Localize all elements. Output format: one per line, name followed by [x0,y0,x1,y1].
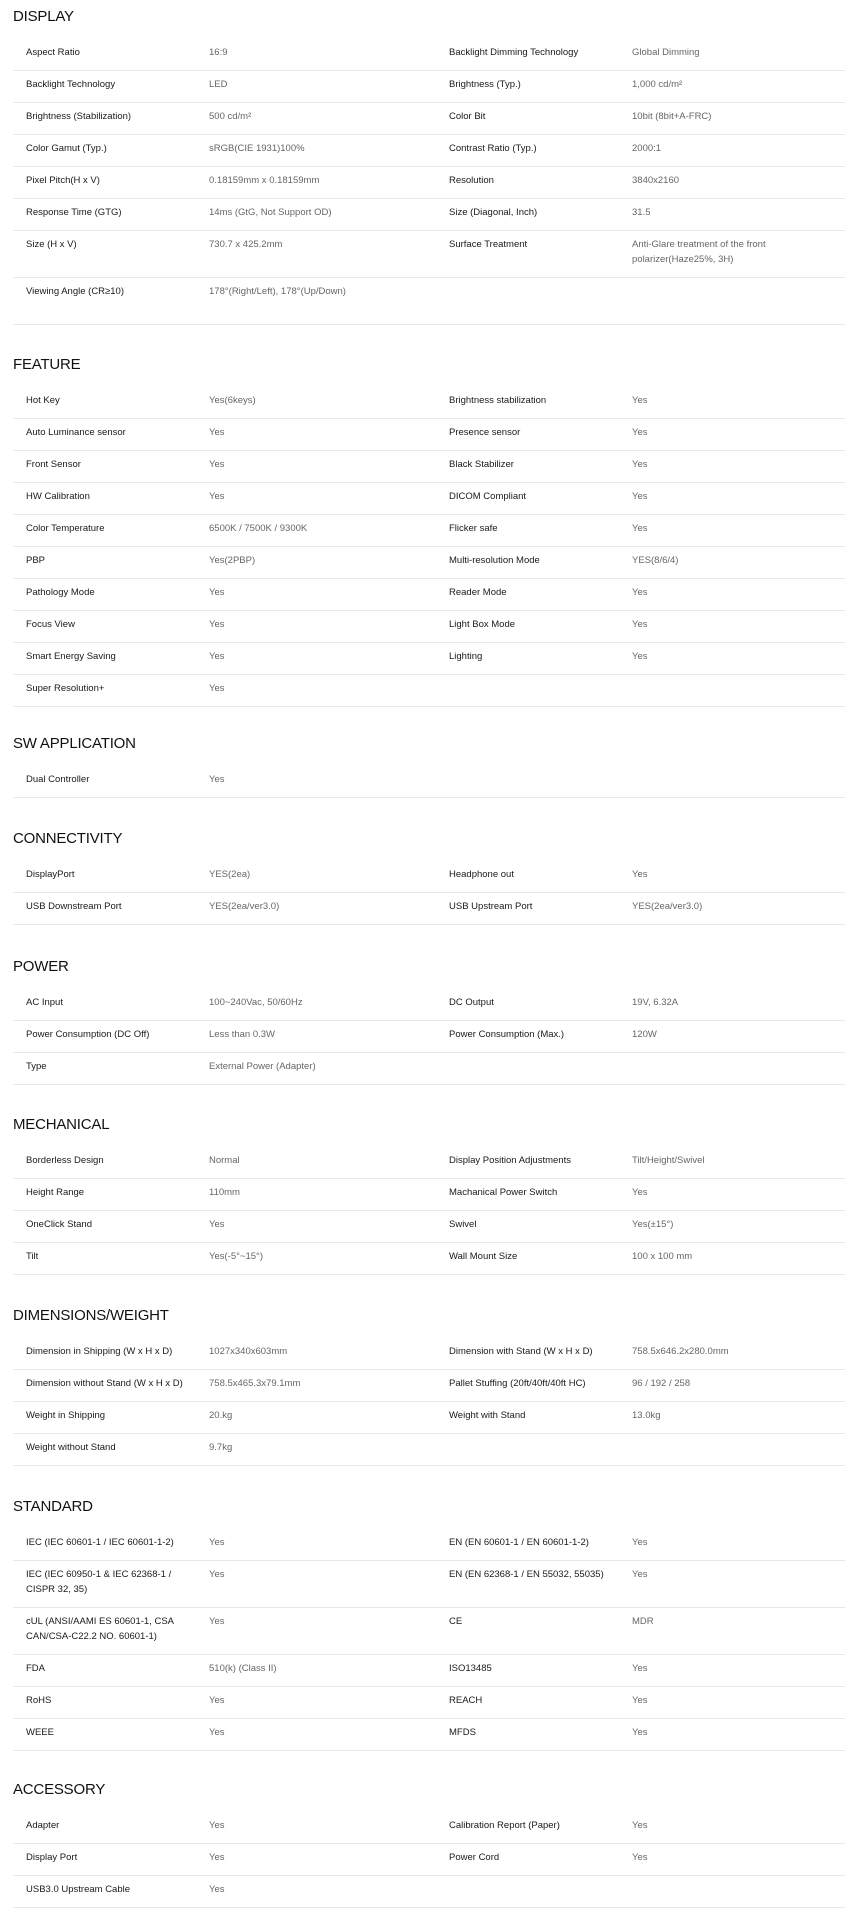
spec-label: RoHS [26,1695,52,1706]
spec-label: Backlight Technology [26,79,116,90]
spec-label: USB Upstream Port [449,901,533,912]
spec-value: Global Dimming [632,47,700,58]
spec-value: Yes [632,1537,648,1548]
spec-value: Tilt/Height/Swivel [632,1155,705,1166]
spec-label: Color Bit [449,111,486,122]
spec-label: Pixel Pitch(H x V) [26,175,100,186]
spec-value: Yes [209,1569,225,1580]
spec-label: Focus View [26,619,75,630]
spec-label: USB Downstream Port [26,901,122,912]
spec-label: Lighting [449,651,483,662]
spec-label: Light Box Mode [449,619,516,630]
spec-row [13,579,845,611]
spec-row [13,278,845,325]
spec-value: Yes [209,1537,225,1548]
spec-row [13,1876,845,1908]
spec-label: Brightness stabilization [449,395,547,406]
spec-row [13,71,845,103]
spec-value: Yes [209,619,225,630]
spec-label: Pallet Stuffing (20ft/40ft/40ft HC) [449,1378,586,1389]
section-title: STANDARD [13,1498,93,1515]
spec-row [13,1812,845,1844]
spec-value: Yes [632,459,648,470]
spec-value: Yes(±15°) [632,1219,674,1230]
spec-row [13,989,845,1021]
spec-label: Machanical Power Switch [449,1187,558,1198]
spec-label: PBP [26,555,46,566]
spec-label: Brightness (Stabilization) [26,111,132,122]
spec-value: External Power (Adapter) [209,1061,316,1072]
spec-label: Power Consumption (DC Off) [26,1029,150,1040]
spec-label: OneClick Stand [26,1219,93,1230]
spec-label: Tilt [26,1251,39,1262]
spec-label: CE [449,1616,463,1627]
spec-label: Response Time (GTG) [26,207,122,218]
spec-value: Yes [632,1187,648,1198]
spec-label: WEEE [26,1727,54,1738]
spec-value: YES(8/6/4) [632,555,679,566]
spec-value: 100~240Vac, 50/60Hz [209,997,303,1008]
spec-value: 2000:1 [632,143,662,154]
spec-label: Multi-resolution Mode [449,555,540,566]
spec-label: Auto Luminance sensor [26,427,126,438]
spec-value: 500 cd/m² [209,111,252,122]
spec-label: Hot Key [26,395,60,406]
spec-value: Yes [632,587,648,598]
spec-value: 730.7 x 425.2mm [209,239,283,250]
spec-label: Presence sensor [449,427,521,438]
spec-value: Yes(6keys) [209,395,256,406]
spec-label: Viewing Angle (CR≥10) [26,286,124,297]
spec-value: 758.5x646.2x280.0mm [632,1346,729,1357]
spec-row [13,1211,845,1243]
spec-label: Weight in Shipping [26,1410,106,1421]
spec-value: Yes [209,459,225,470]
spec-value: Yes [632,1663,648,1674]
spec-value: Yes [632,523,648,534]
spec-value: 510(k) (Class II) [209,1663,277,1674]
spec-label: AC Input [26,997,63,1008]
spec-label: Color Temperature [26,523,105,534]
spec-label: Black Stabilizer [449,459,514,470]
spec-row [13,1719,845,1751]
spec-label: Contrast Ratio (Typ.) [449,143,537,154]
spec-label: Dimension with Stand (W x H x D) [449,1346,593,1357]
spec-row [13,167,845,199]
spec-label: EN (EN 62368-1 / EN 55032, 55035) [449,1569,604,1580]
spec-label: Display Position Adjustments [449,1155,571,1166]
spec-value: Yes [632,869,648,880]
spec-label: Display Port [26,1852,78,1863]
spec-row [13,675,845,707]
spec-row [13,231,845,278]
spec-value: 6500K / 7500K / 9300K [209,523,308,534]
spec-value: 31.5 [632,207,651,218]
spec-value: Yes [209,1219,225,1230]
spec-value: Yes(2PBP) [209,555,256,566]
section-title: ACCESSORY [13,1781,106,1798]
spec-label: IEC (IEC 60950-1 & IEC 62368-1 / CISPR 32, 35) [26,1569,172,1595]
spec-value: Yes [209,587,225,598]
spec-label: Resolution [449,175,494,186]
section-title: DISPLAY [13,8,74,25]
spec-row [13,515,845,547]
spec-row [13,451,845,483]
section-title: MECHANICAL [13,1116,110,1133]
spec-value: LED [209,79,228,90]
spec-label: HW Calibration [26,491,90,502]
spec-label: Weight with Stand [449,1410,526,1421]
spec-label: Brightness (Typ.) [449,79,521,90]
spec-value: Yes [632,651,648,662]
spec-value: 0.18159mm x 0.18159mm [209,175,320,186]
spec-row [13,1243,845,1275]
spec-value: 120W [632,1029,657,1040]
spec-label: Size (H x V) [26,239,77,250]
spec-row [13,1053,845,1085]
spec-value: Yes [209,1695,225,1706]
spec-row [13,1844,845,1876]
spec-label: DC Output [449,997,494,1008]
spec-label: IEC (IEC 60601-1 / IEC 60601-1-2) [26,1537,174,1548]
spec-value: Yes [209,651,225,662]
spec-label: ISO13485 [449,1663,492,1674]
spec-value: Yes [632,395,648,406]
spec-value: Yes [632,427,648,438]
spec-label: Weight without Stand [26,1442,116,1453]
spec-value: 96 / 192 / 258 [632,1378,691,1389]
spec-label: Backlight Dimming Technology [449,47,579,58]
spec-value: YES(2ea/ver3.0) [632,901,703,912]
spec-value: Yes [209,774,225,785]
spec-label: Swivel [449,1219,477,1230]
spec-row [13,1561,845,1608]
spec-row [13,387,845,419]
spec-label: Color Gamut (Typ.) [26,143,107,154]
spec-label: USB3.0 Upstream Cable [26,1884,131,1895]
spec-row [13,39,845,71]
spec-value: Yes [209,1616,225,1627]
spec-row [13,419,845,451]
spec-value: Yes [632,1727,648,1738]
spec-label: Type [26,1061,47,1072]
spec-value: 178°(Right/Left), 178°(Up/Down) [209,286,346,297]
spec-value: YES(2ea/ver3.0) [209,901,280,912]
spec-value: 1,000 cd/m² [632,79,683,90]
spec-row [13,643,845,675]
spec-label: Adapter [26,1820,60,1831]
spec-label: Dual Controller [26,774,90,785]
spec-value: 758.5x465.3x79.1mm [209,1378,301,1389]
spec-value: Yes [632,491,648,502]
spec-row [13,1402,845,1434]
spec-row [13,1434,845,1466]
spec-label: Dimension without Stand (W x H x D) [26,1378,183,1389]
spec-label: Aspect Ratio [26,47,80,58]
spec-row [13,1370,845,1402]
spec-label: Reader Mode [449,587,507,598]
spec-value: 16:9 [209,47,228,58]
spec-label: Front Sensor [26,459,81,470]
spec-label: EN (EN 60601-1 / EN 60601-1-2) [449,1537,589,1548]
spec-row [13,103,845,135]
spec-value: Normal [209,1155,240,1166]
spec-label: cUL (ANSI/AAMI ES 60601-1, CSA CAN/CSA-C22.2 NO. 60601-1) [26,1616,174,1642]
spec-row [13,1338,845,1370]
spec-value: Yes [632,1695,648,1706]
spec-value: 9.7kg [209,1442,233,1453]
spec-value: Yes [209,1852,225,1863]
spec-row [13,1529,845,1561]
spec-value: 14ms (GtG, Not Support OD) [209,207,332,218]
spec-value: YES(2ea) [209,869,251,880]
spec-value: 10bit (8bit+A-FRC) [632,111,712,122]
spec-row [13,1687,845,1719]
spec-value: Yes [209,1884,225,1895]
spec-value: Yes [209,1820,225,1831]
spec-label: Wall Mount Size [449,1251,518,1262]
spec-value: Yes [632,1852,648,1863]
spec-value: Yes [209,427,225,438]
spec-value: 1027x340x603mm [209,1346,288,1357]
spec-value: Yes [209,1727,225,1738]
spec-label: Borderless Design [26,1155,104,1166]
spec-value: Anti-Glare treatment of the front polarizer(Haze25%, 3H) [632,239,766,265]
spec-value: Yes [632,619,648,630]
spec-value: Yes [632,1569,648,1580]
spec-row [13,483,845,515]
spec-row [13,199,845,231]
spec-label: Pathology Mode [26,587,95,598]
spec-label: Super Resolution+ [26,683,105,694]
section-title: CONNECTIVITY [13,830,123,847]
spec-label: DICOM Compliant [449,491,527,502]
spec-label: Flicker safe [449,523,498,534]
spec-label: Calibration Report (Paper) [449,1820,560,1831]
spec-value: sRGB(CIE 1931)100% [209,143,305,154]
spec-value: Less than 0.3W [209,1029,276,1040]
spec-value: 19V, 6.32A [632,997,679,1008]
spec-value: 100 x 100 mm [632,1251,693,1262]
section-title: DIMENSIONS/WEIGHT [13,1307,169,1324]
spec-row [13,1021,845,1053]
spec-value: 3840x2160 [632,175,680,186]
spec-label: Power Cord [449,1852,500,1863]
spec-value: 20.kg [209,1410,233,1421]
spec-row [13,893,845,925]
spec-value: 110mm [209,1187,240,1198]
spec-value: Yes [209,491,225,502]
spec-value: Yes [632,1820,648,1831]
spec-row [13,1608,845,1655]
spec-label: Headphone out [449,869,514,880]
spec-value: Yes(-5°~15°) [209,1251,263,1262]
spec-row [13,1147,845,1179]
spec-label: REACH [449,1695,483,1706]
section-title: SW APPLICATION [13,735,136,752]
spec-row [13,611,845,643]
spec-label: MFDS [449,1727,476,1738]
section-title: POWER [13,958,69,975]
spec-label: FDA [26,1663,45,1674]
spec-label: Power Consumption (Max.) [449,1029,565,1040]
section-title: FEATURE [13,356,81,373]
spec-row [13,547,845,579]
spec-label: Surface Treatment [449,239,528,250]
spec-label: Smart Energy Saving [26,651,116,662]
spec-row [13,1179,845,1211]
spec-label: Dimension in Shipping (W x H x D) [26,1346,173,1357]
spec-value: Yes [209,683,225,694]
spec-row [13,861,845,893]
spec-label: Height Range [26,1187,85,1198]
spec-row [13,766,845,798]
spec-label: DisplayPort [26,869,75,880]
spec-label: Size (Diagonal, Inch) [449,207,538,218]
spec-row [13,135,845,167]
spec-value: MDR [632,1616,654,1627]
spec-row [13,1655,845,1687]
spec-value: 13.0kg [632,1410,661,1421]
